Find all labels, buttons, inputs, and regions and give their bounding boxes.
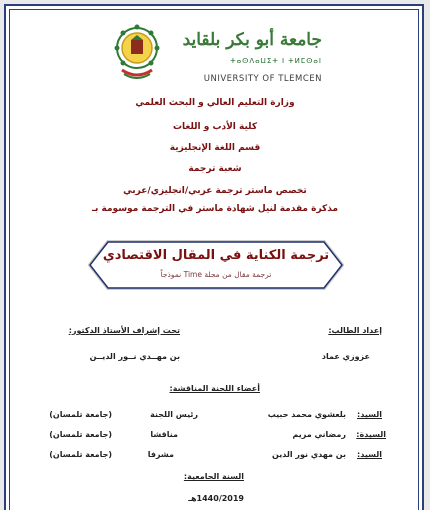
- committee-label: أعضاء اللجنة المناقشة:: [169, 384, 260, 393]
- university-name-ar: جامعة أبو بكر بلقايد: [182, 30, 322, 50]
- member-2-affiliation: (جامعة تلمسان): [49, 430, 112, 439]
- division-line: شعبة ترجمة: [188, 164, 242, 174]
- student-name: عزوزي عماد: [321, 352, 370, 361]
- member-3-role: مشرفا: [147, 450, 174, 459]
- university-name-en: UNIVERSITY OF TLEMCEN: [203, 74, 322, 84]
- thesis-title-banner: [88, 240, 344, 290]
- member-2-role: مناقشا: [150, 430, 178, 439]
- supervisor-name: بن مهــدي نــور الديــن: [89, 352, 180, 361]
- university-name-tifinagh: ⵜⴰⵙⴷⴰⵡⵉⵜ ⵏ ⵜⵍⵎⵙⴰⵏ: [230, 57, 322, 65]
- university-emblem-icon: [114, 22, 160, 82]
- student-label: إعداد الطالب:: [328, 326, 382, 335]
- thesis-subtitle: ترجمة مقال من مجلة Time نموذجاً: [160, 270, 272, 279]
- department-line: قسم اللغة الإنجليزية: [169, 143, 261, 153]
- supervisor-label: تحت إشراف الأستاذ الدكتور:: [68, 326, 180, 335]
- academic-year-label: السنة الجامعية:: [183, 472, 244, 481]
- academic-year-value: 1440/2019هـ: [188, 494, 244, 503]
- member-2-prefix: السيدة:: [356, 430, 386, 439]
- memo-line: مذكرة مقدمة لنيل شهادة ماستر في الترجمة موسومة بـ: [91, 204, 339, 214]
- member-1-name: بلعشوي محمد حبيب: [267, 410, 346, 419]
- member-3-affiliation: (جامعة تلمسان): [49, 450, 112, 459]
- member-1-prefix: السيد:: [357, 410, 382, 419]
- faculty-line: كلية الأدب و اللغات: [172, 122, 258, 132]
- member-1-affiliation: (جامعة تلمسان): [49, 410, 112, 419]
- member-3-name: بن مهدي نور الدين: [272, 450, 346, 459]
- ministry-line: وزارة التعليم العالي و البحث العلمي: [135, 98, 295, 108]
- thesis-title: ترجمة الكناية في المقال الاقتصادي: [102, 248, 330, 263]
- member-1-role: رئيس اللجنة: [150, 410, 198, 419]
- member-3-prefix: السيد:: [357, 450, 382, 459]
- university-logo: [114, 22, 324, 92]
- specialization-line: تخصص ماستر ترجمة عربي/انجليزي/عربي: [123, 186, 307, 196]
- member-2-name: رمضاني مريم: [292, 430, 346, 439]
